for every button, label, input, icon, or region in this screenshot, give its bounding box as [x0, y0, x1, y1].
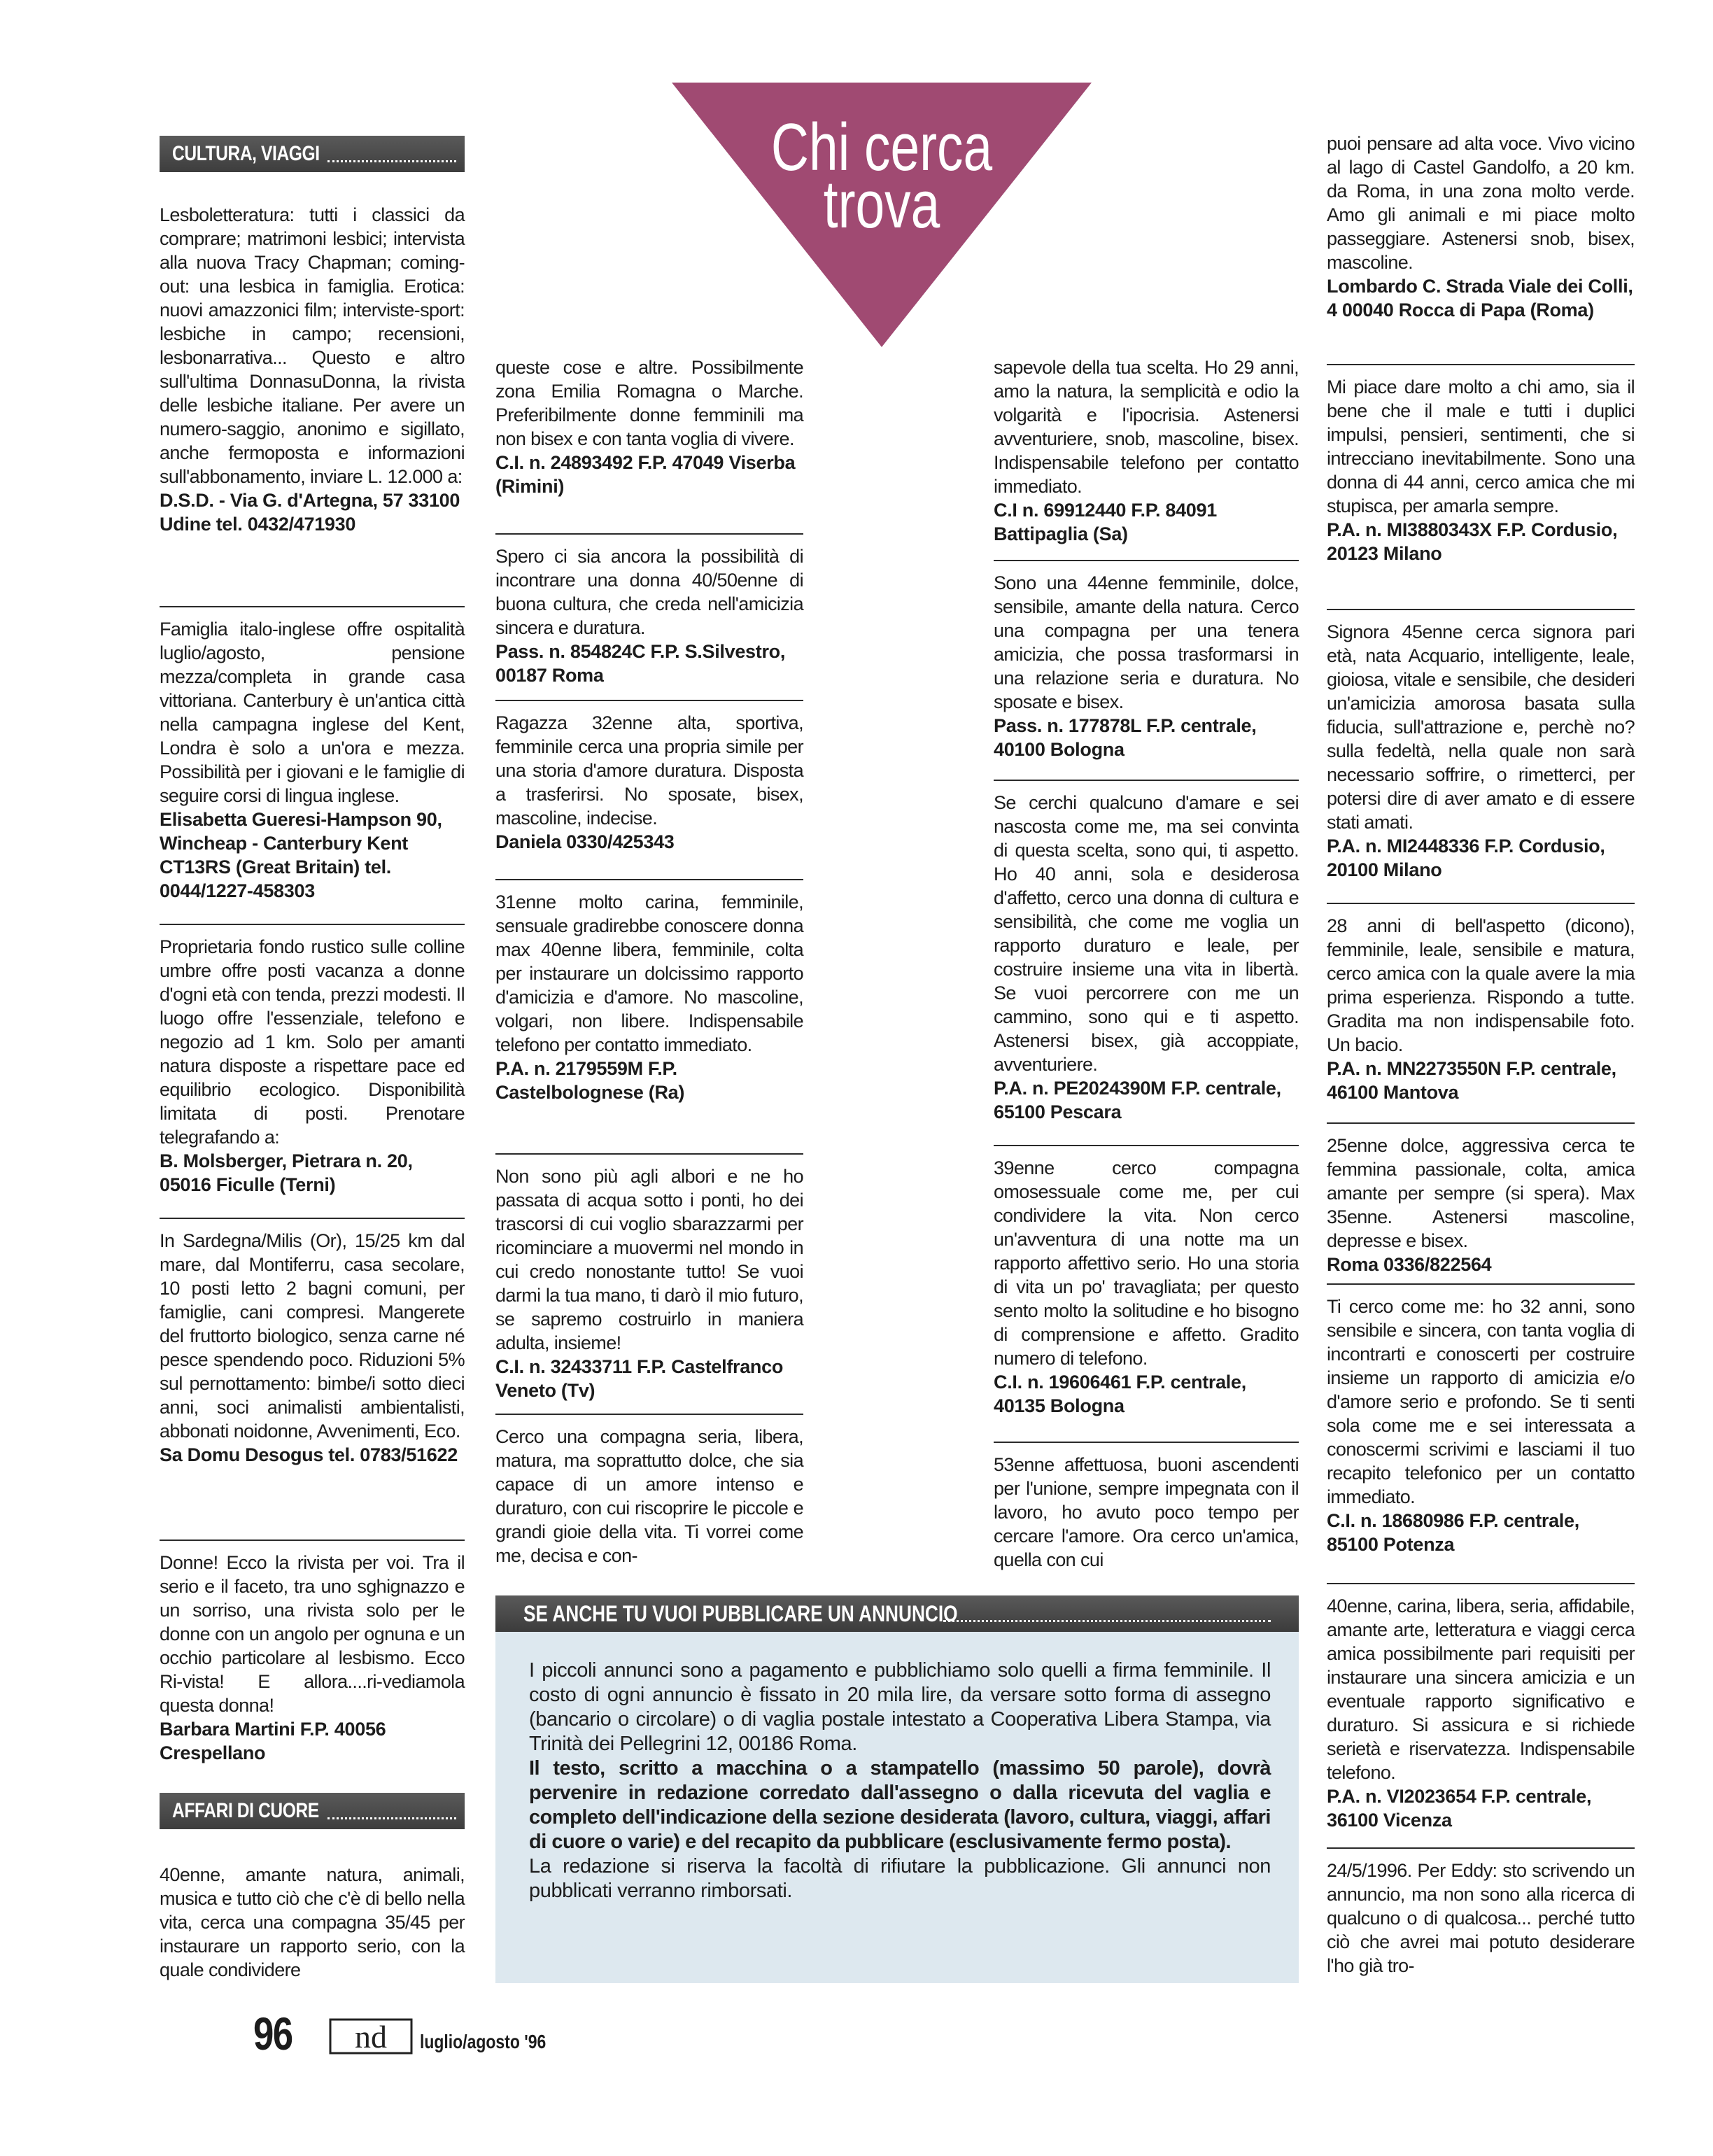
ad: Cerco una compagna seria, libera, matura, ma soprattutto dolce, che sia capace di un amore intenso e duraturo, con cui riscoprire le piccole e grandi gioie della vita. Ti vorrei come me, decisa e con- — [495, 1426, 803, 1566]
divider — [994, 560, 1299, 561]
ad: 39enne cerco compagna omosessuale come me, per cui condividere la vita. Non cerco un'avventura di una notte ma un rapporto affettivo serio. Ho una storia di vita un po' travagliata; per questo sento molto la solitudine e ho bisogno di comprensione e affetto. Gradito numero di telefono. C.I. n. 19606461 F.P. centrale, 40135 Bologna — [994, 1157, 1299, 1416]
divider — [160, 1218, 465, 1219]
ad: 25enne dolce, aggressiva cerca te femmina passionale, colta, amica amante per sempre (si spera). Max 35enne. Astenersi mascoline, depresse e bisex. Roma 0336/822564 — [1327, 1135, 1635, 1275]
divider — [160, 606, 465, 607]
divider — [994, 1145, 1299, 1146]
ad: 40enne, carina, libera, seria, affidabile, amante arte, letteratura e viaggi cerca amica possibilmente pari requisiti per instaurare una sincera amicizia e un eventuale rapporto significativo e duraturo. Si assicura e si richiede serietà e riservatezza. Indispensabile telefono. P.A. n. VI2023654 F.P. centrale, 36100 Vicenza — [1327, 1595, 1635, 1831]
divider — [1327, 1122, 1635, 1124]
divider — [1327, 903, 1635, 904]
ad: 24/5/1996. Per Eddy: sto scrivendo un annuncio, ma non sono alla ricerca di qualcuno o di qualcosa... perché tutto ciò che avrei mai potuto desiderare l'ho già tro- — [1327, 1860, 1635, 1976]
divider — [1327, 1847, 1635, 1849]
divider — [1327, 1583, 1635, 1584]
svg-text:nd: nd — [355, 2019, 387, 2055]
ad: Ragazza 32enne alta, sportiva, femminile cerca una propria simile per una storia d'amore duratura. Disposta a trasferirsi. No sposate, bisex, mascoline, indecise. Daniela 0330/425343 — [495, 712, 803, 852]
magazine-logo — [329, 2018, 413, 2055]
divider — [1327, 364, 1635, 365]
divider — [495, 700, 803, 701]
ad: 40enne, amante natura, animali, musica e tutto ciò che c'è di bello nella vita, cerca una compagna 35/45 per instaurare un rapporto serio, con la quale condividere — [160, 1864, 465, 1980]
logo-icon — [329, 2018, 413, 2055]
ad: Spero ci sia ancora la possibilità di incontrare una donna 40/50enne di buona cultura, che creda nell'amicizia sincera e duratura. Pass. n. 854824C F.P. S.Silvestro, 00187 Roma — [495, 546, 803, 686]
ad: queste cose e altre. Possibilmente zona Emilia Romagna o Marche. Preferibilmente donne femminili ma non bisex e con tanta voglia di vivere. C.I. n. 24893492 F.P. 47049 Viserba (Rimini) — [495, 357, 803, 497]
divider — [160, 1540, 465, 1541]
ad: Famiglia italo-inglese offre ospitalità luglio/agosto, pensione mezza/completa in grande casa vittoriana. Canterbury è un'antica città nella campagna inglese del Kent, Londra è solo a un'ora e mezza. Possibilità per i giovani e le famiglie di seguire corsi di lingua inglese. Elisabetta Gueresi-Hampson 90, Wincheap - Canterbury Kent CT13RS (Great Britain) tel. 0044/1227-458303 — [160, 619, 465, 901]
ad: Ti cerco come me: ho 32 anni, sono sensibile e sincera, con tanta voglia di incontrarti e conoscerti per costruire insieme un rapporto di amicizia e/o d'amore serio e profondo. Se ti senti sola come me e sei interessata a conoscermi scrivimi e lasciami il tuo recapito telefonico per un contatto immediato. C.I. n. 18680986 F.P. centrale, 85100 Potenza — [1327, 1296, 1635, 1555]
page-title — [718, 110, 1045, 242]
page-number: 96 — [253, 2008, 292, 2059]
cta-paragraph-2: Il testo, scritto a macchina o a stampatello (massimo 50 parole), dovrà pervenire in redazione corredato dall'assegno o dalla ricevuta del vaglia e completo dell'indicazione della sezione desiderata (lavoro, cultura, viaggi, affari di cuore o varie) e del recapito da pubblicare (esclusivamente fermo posta). — [529, 1757, 1271, 1853]
ad: Non sono più agli albori e ne ho passata di acqua sotto i ponti, ho dei trascorsi di cui voglio sbarazzarmi per ricominciare a muovermi nel mondo in cui credo nonostante tutto! Se vuoi darmi la tua mano, ti darò il mio futuro, se sapremo costruirlo in maniera adulta, insieme! C.I. n. 32433711 F.P. Castelfranco Veneto (Tv) — [495, 1166, 803, 1401]
divider — [160, 924, 465, 925]
cta-paragraph-1: I piccoli annunci sono a pagamento e pubblichiamo solo quelli a firma femminile. Il costo di ogni annuncio è fissato in 20 mila lire, da versare sotto forma di assegno (bancario o circolare) o di vaglia postale intestato a Cooperativa Libera Stampa, via Trinità dei Pellegrini 12, 00186 Roma. — [529, 1659, 1271, 1755]
title-line-2: trova — [823, 167, 940, 242]
cta-paragraph-3: La redazione si riserva la facoltà di rifiutare la pubblicazione. Gli annunci non pubblicati verranno rimborsati. — [529, 1855, 1271, 1902]
ad: Proprietaria fondo rustico sulle colline umbre offre posti vacanza a donne d'ogni età con tenda, prezzi modesti. Il luogo offre l'essenziale, telefono e negozio ad 1 km. Solo per amanti natura disposte a rispettare pace ed equilibrio ecologico. Disponibilità limitata di posti. Prenotare telegrafando a: B. Molsberger, Pietrara n. 20, 05016 Ficulle (Terni) — [160, 936, 465, 1195]
ad: Donne! Ecco la rivista per voi. Tra il serio e il faceto, tra uno sghignazzo e un sorriso, una rivista solo per le donne con un angolo per ognuna e un occhio particolare al lesbismo. Ecco Ri-vista! E allora....ri-vediamola questa donna! Barbara Martini F.P. 40056 Crespellano — [160, 1552, 465, 1763]
ad: 28 anni di bell'aspetto (dicono), femminile, leale, sensibile e matura, cerco amica con la quale avere la mia prima esperienza. Rispondo a tutte. Gradita ma non indispensabile foto. Un bacio. P.A. n. MN2273550N F.P. centrale, 46100 Mantova — [1327, 915, 1635, 1103]
section-header-affari: AFFARI DI CUORE — [160, 1793, 465, 1829]
cta-header: SE ANCHE TU VUOI PUBBLICARE UN ANNUNCIO — [495, 1595, 1299, 1632]
ad: Se cerchi qualcuno d'amare e sei nascosta come me, ma sei convinta di questa scelta, sono qui, ti aspetto. Ho 40 anni, sola e desiderosa d'affetto, cerco una donna di cultura e sensibilità, che come me voglia un rapporto duraturo e leale, per costruire insieme una vita in libertà. Se vuoi percorrere con me un cammino, sono qui e ti aspetto. Astenersi bisex, già accoppiate, avventuriere. P.A. n. PE2024390M F.P. centrale, 65100 Pescara — [994, 792, 1299, 1122]
divider — [994, 780, 1299, 781]
cta-text — [529, 1658, 1271, 1903]
divider — [495, 879, 803, 880]
title-banner — [672, 83, 1092, 348]
section-header-cultura: CULTURA, VIAGGI — [160, 136, 465, 172]
title-line-1: Chi cerca — [770, 110, 993, 185]
ad: Mi piace dare molto a chi amo, sia il bene che il male e tutti i duplici impulsi, pensieri, sentimenti, che si intrecciano inevitabilmente. Sono una donna di 44 anni, cerco amica che mi stupisca, per amarla sempre. P.A. n. MI3880343X F.P. Cordusio, 20123 Milano — [1327, 376, 1635, 564]
ad: 31enne molto carina, femminile, sensuale gradirebbe conoscere donna max 40enne libera, femminile, colta per instaurare un dolcissimo rapporto d'amicizia e d'amore. No mascoline, volgari, non libere. Indispensabile telefono per contatto immediato. P.A. n. 2179559M F.P. Castelbolognese (Ra) — [495, 892, 803, 1103]
divider — [1327, 609, 1635, 610]
ad: In Sardegna/Milis (Or), 15/25 km dal mare, dal Montiferru, casa secolare, 10 posti letto 2 bagni comuni, per famiglie, cani compresi. Mangerete del fruttorto biologico, senza carne né pesce spendendo poco. Riduzioni 5% sul pernottamento: bimbe/i sotto dieci anni, soci animalisti ambientalisti, abbonati noidonne, Avvenimenti, Eco. Sa Domu Desogus tel. 0783/51622 — [160, 1230, 465, 1465]
ad: puoi pensare ad alta voce. Vivo vicino al lago di Castel Gandolfo, a 20 km. da Roma, in una zona molto verde. Amo gli animali e mi piace molto passeggiare. Astenersi snob, bisex, mascoline. Lombardo C. Strada Viale dei Colli, 4 00040 Rocca di Papa (Roma) — [1327, 133, 1635, 320]
divider — [994, 1442, 1299, 1443]
divider — [495, 1153, 803, 1155]
ad: Sono una 44enne femminile, dolce, sensibile, amante della natura. Cerco una compagna per una tenera amicizia, che possa trasformarsi in una relazione seria e duratura. No sposate e bisex. Pass. n. 177878L F.P. centrale, 40100 Bologna — [994, 572, 1299, 760]
ad: sapevole della tua scelta. Ho 29 anni, amo la natura, la semplicità e odio la volgarità e l'ipocrisia. Astenersi avventuriere, snob, mascoline, bisex. Indispensabile telefono per contatto immediato. C.I n. 69912440 F.P. 84091 Battipaglia (Sa) — [994, 357, 1299, 544]
divider — [495, 1414, 803, 1415]
ad: Signora 45enne cerca signora pari età, nata Acquario, intelligente, leale, gioiosa, vitale e sensibile, che desideri un'amicizia amorosa basata sulla fiducia, sull'attrazione e, perchè no? sulla fedeltà, nella quale non sarà necessario soffrire, o rimetterci, per potersi dire di aver amato e di essere stati amati. P.A. n. MI2448336 F.P. Cordusio, 20100 Milano — [1327, 621, 1635, 880]
cta-box — [495, 1632, 1299, 1983]
divider — [1327, 1283, 1635, 1285]
issue-date: luglio/agosto '96 — [420, 2031, 547, 2052]
ad: Lesboletteratura: tutti i classici da comprare; matrimoni lesbici; intervista alla nuova Tracy Chapman; coming-out: una lesbica in famiglia. Erotica: nuovi amazzonici film; interviste-sport: lesbiche in campo; recensioni, lesbonarrativa... Questo e altro sull'ultima DonnasuDonna, la rivista delle lesbiche italiane. Per avere un numero-saggio, anonimo e sigillato, anche fermoposta e informazioni sull'abbonamento, inviare L. 12.000 a: D.S.D. - Via G. d'Artegna, 57 33100 Udine tel. 0432/471930 — [160, 204, 465, 535]
ad: 53enne affettuosa, buoni ascendenti per l'unione, sempre impegnata con il lavoro, ho avuto poco tempo per cercare l'amore. Ora cerco un'amica, quella con cui — [994, 1454, 1299, 1570]
divider — [495, 533, 803, 535]
